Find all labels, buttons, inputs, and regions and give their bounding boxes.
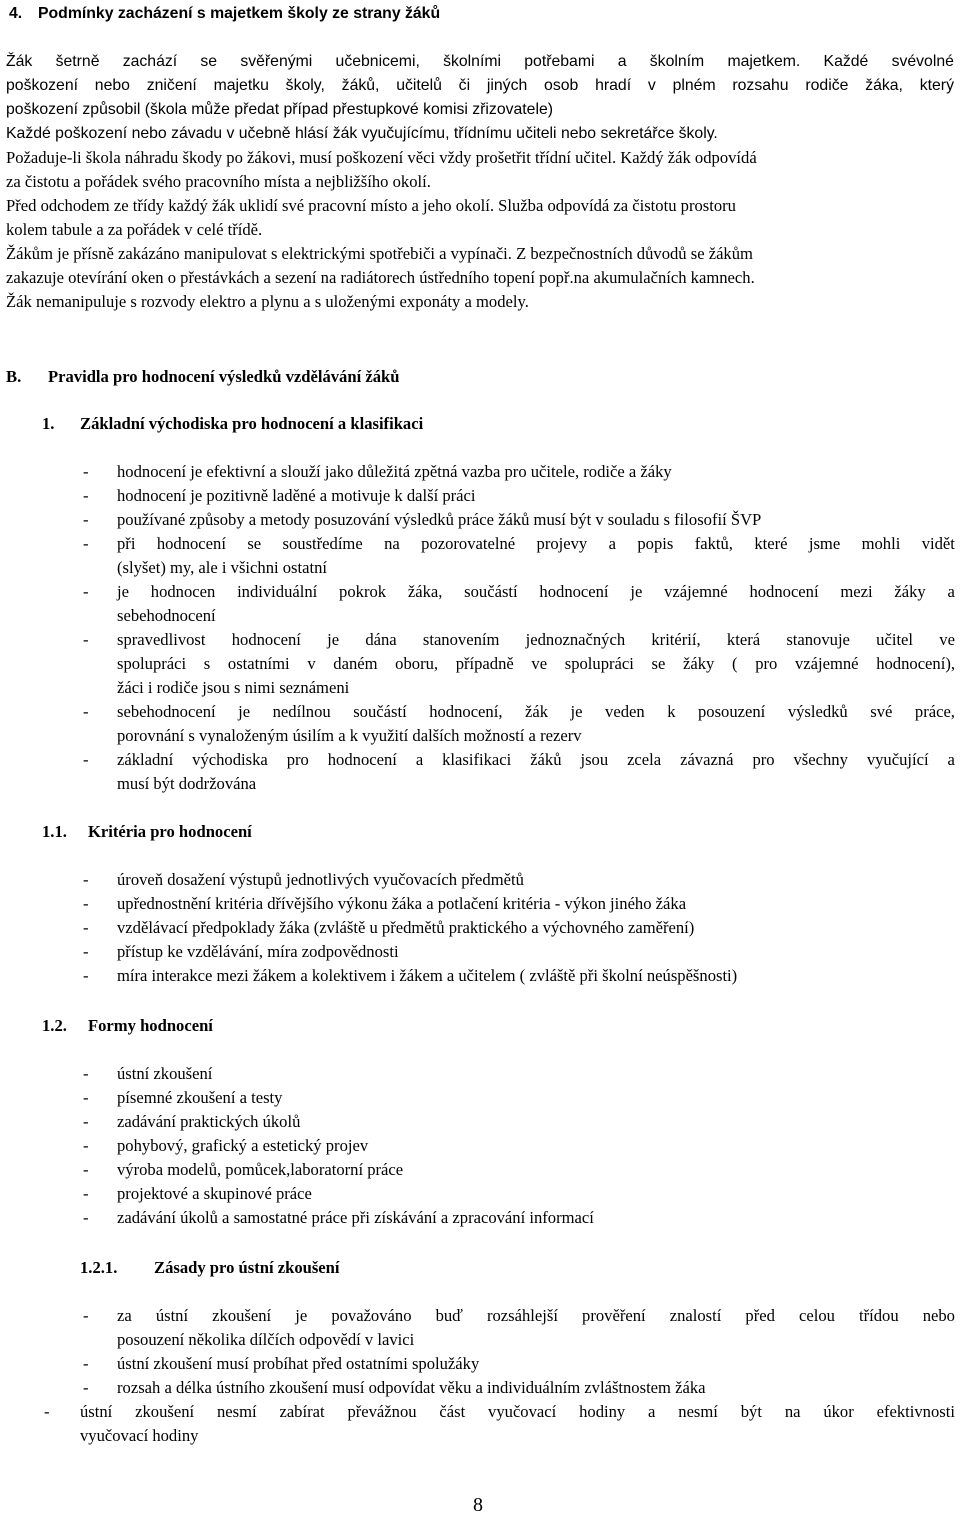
section-4-title: Podmínky zacházení s majetkem školy ze strany žáků — [38, 5, 441, 22]
list-item: používané způsoby a metody posuzování výsledků práce žáků musí být v souladu s filosofií ŠVP — [117, 510, 762, 529]
list-item: zadávání praktických úkolů — [117, 1112, 301, 1131]
section-4-paragraph-3-line-1: Požaduje-li škola náhradu škody po žákovi, musí poškození věci vždy prošetřit třídní učitel. Každý žák odpovídá — [6, 148, 757, 167]
list-item: přístup ke vzdělávání, míra zodpovědnosti — [117, 942, 399, 961]
list-item: projektové a skupinové práce — [117, 1184, 312, 1203]
list-item-continuation: spolupráci s ostatními v daném oboru, případně ve spolupráci se žáky ( pro vzájemné hodnocení), — [117, 654, 955, 673]
list-dash: - — [83, 1354, 89, 1373]
list-item-continuation: sebehodnocení — [117, 606, 216, 625]
list-dash: - — [83, 1306, 89, 1325]
section-1-2-title: Formy hodnocení — [88, 1016, 213, 1035]
list-item: je hodnocen individuální pokrok žáka, součástí hodnocení je vzájemné hodnocení mezi žáky a — [117, 582, 955, 601]
list-item: spravedlivost hodnocení je dána stanovením jednoznačných kritérií, která stanovuje učitel ve — [117, 630, 955, 649]
list-item: hodnocení je efektivní a slouží jako důležitá zpětná vazba pro učitele, rodiče a žáky — [117, 462, 672, 481]
list-item-continuation: posouzení několika dílčích odpovědí v lavici — [117, 1330, 415, 1349]
section-1-title: Základní východiska pro hodnocení a klasifikaci — [80, 414, 424, 433]
list-item-continuation: žáci i rodiče jsou s nimi seznámeni — [117, 678, 350, 697]
list-item: upřednostnění kritéria dřívějšího výkonu žáka a potlačení kritéria - výkon jiného žáka — [117, 894, 687, 913]
list-item: při hodnocení se soustředíme na pozorovatelné projevy a popis faktů, které jsme mohli vidět — [117, 534, 955, 553]
list-dash: - — [83, 750, 89, 769]
list-item: pohybový, grafický a estetický projev — [117, 1136, 369, 1155]
section-4-number: 4. — [9, 5, 23, 22]
list-dash: - — [83, 1378, 89, 1397]
list-dash: - — [83, 1064, 89, 1083]
list-dash: - — [83, 486, 89, 505]
list-dash: - — [83, 1088, 89, 1107]
list-dash: - — [83, 1136, 89, 1155]
list-item-continuation: (slyšet) my, ale i všichni ostatní — [117, 558, 327, 577]
list-item: základní východiska pro hodnocení a klasifikaci žáků jsou zcela závazná pro všechny vyučující a — [117, 750, 955, 769]
page-number: 8 — [473, 1494, 483, 1516]
list-dash: - — [83, 1184, 89, 1203]
section-1-2-1-number: 1.2.1. — [80, 1258, 118, 1277]
list-dash: - — [83, 1160, 89, 1179]
list-dash: - — [83, 1208, 89, 1227]
list-item: ústní zkoušení nesmí zabírat převážnou část vyučovací hodiny a nesmí být na úkor efektivnosti — [80, 1402, 955, 1421]
list-dash: - — [83, 942, 89, 961]
list-item: zadávání úkolů a samostatné práce při získávání a zpracování informací — [117, 1208, 594, 1227]
section-4-paragraph-3-line-2: za čistotu a pořádek svého pracovního místa a nejbližšího okolí. — [6, 172, 431, 191]
section-1-number: 1. — [42, 414, 55, 433]
section-1-1-number: 1.1. — [42, 822, 67, 841]
section-4-paragraph-2: Každé poškození nebo závadu v učebně hlásí žák vyučujícímu, třídnímu učiteli nebo sekretářce školy. — [6, 125, 718, 142]
list-item-continuation: porovnání s vynaloženým úsilím a k využití dalších možností a rezerv — [117, 726, 582, 745]
section-1-2-number: 1.2. — [42, 1016, 67, 1035]
list-item: sebehodnocení je nedílnou součástí hodnocení, žák je veden k posouzení výsledků své práce, — [117, 702, 955, 721]
section-b-title: Pravidla pro hodnocení výsledků vzdělávání žáků — [48, 367, 400, 386]
list-dash: - — [83, 702, 89, 721]
list-item: úroveň dosažení výstupů jednotlivých vyučovacích předmětů — [117, 870, 524, 889]
section-4-paragraph-4-line-2: kolem tabule a za pořádek v celé třídě. — [6, 220, 263, 239]
list-item: rozsah a délka ústního zkoušení musí odpovídat věku a individuálním zvláštnostem žáka — [117, 1378, 706, 1397]
section-b-letter: B. — [6, 367, 22, 386]
list-dash: - — [83, 1112, 89, 1131]
list-item: ústní zkoušení musí probíhat před ostatními spolužáky — [117, 1354, 480, 1373]
list-item: za ústní zkoušení je považováno buď rozsáhlejší prověření znalostí před celou třídou nebo — [117, 1306, 955, 1325]
list-dash: - — [83, 582, 89, 601]
list-item: míra interakce mezi žákem a kolektivem i žákem a učitelem ( zvláště při školní neúspěšnosti) — [117, 966, 738, 985]
section-4-paragraph-1-line-3: poškození způsobil (škola může předat případ přestupkové komisi zřizovatele) — [6, 101, 554, 118]
list-dash: - — [83, 510, 89, 529]
list-dash: - — [83, 918, 89, 937]
list-item: ústní zkoušení — [117, 1064, 213, 1083]
section-4-paragraph-5-line-1: Žákům je přísně zakázáno manipulovat s elektrickými spotřebiči a vypínači. Z bezpečnostních důvodů se žákům — [6, 244, 753, 263]
list-dash: - — [83, 534, 89, 553]
list-item-continuation: musí být dodržována — [117, 774, 257, 793]
section-4-paragraph-1-line-1: Žák šetrně zachází se svěřenými učebnicemi, školními potřebami a školním majetkem. Každé svévolné — [6, 53, 954, 70]
list-dash: - — [83, 462, 89, 481]
section-4-paragraph-5-line-2: zakazuje otevírání oken o přestávkách a sezení na radiátorech ústředního topení popř.na akumulačních kamnech. — [6, 268, 755, 287]
list-item: vzdělávací předpoklady žáka (zvláště u předmětů praktického a výchovného zaměření) — [117, 918, 695, 937]
section-1-1-title: Kritéria pro hodnocení — [88, 822, 252, 841]
list-dash: - — [83, 894, 89, 913]
list-dash: - — [83, 966, 89, 985]
list-item: písemné zkoušení a testy — [117, 1088, 283, 1107]
list-item: výroba modelů, pomůcek,laboratorní práce — [117, 1160, 404, 1179]
section-1-2-1-title: Zásady pro ústní zkoušení — [154, 1258, 340, 1277]
section-4-paragraph-6: Žák nemanipuluje s rozvody elektro a plynu a s uloženými exponáty a modely. — [6, 292, 529, 311]
list-dash: - — [44, 1402, 50, 1421]
list-item: hodnocení je pozitivně laděné a motivuje k další práci — [117, 486, 476, 505]
list-item-continuation: vyučovací hodiny — [80, 1426, 199, 1445]
list-dash: - — [83, 870, 89, 889]
list-dash: - — [83, 630, 89, 649]
section-4-paragraph-4-line-1: Před odchodem ze třídy každý žák uklidí své pracovní místo a jeho okolí. Služba odpovídá za čistotu prostoru — [6, 196, 736, 215]
section-4-paragraph-1-line-2: poškození nebo zničení majetku školy, žáků, učitelů či jiných osob hradí v plném rozsahu rodiče žáka, který — [6, 77, 954, 94]
